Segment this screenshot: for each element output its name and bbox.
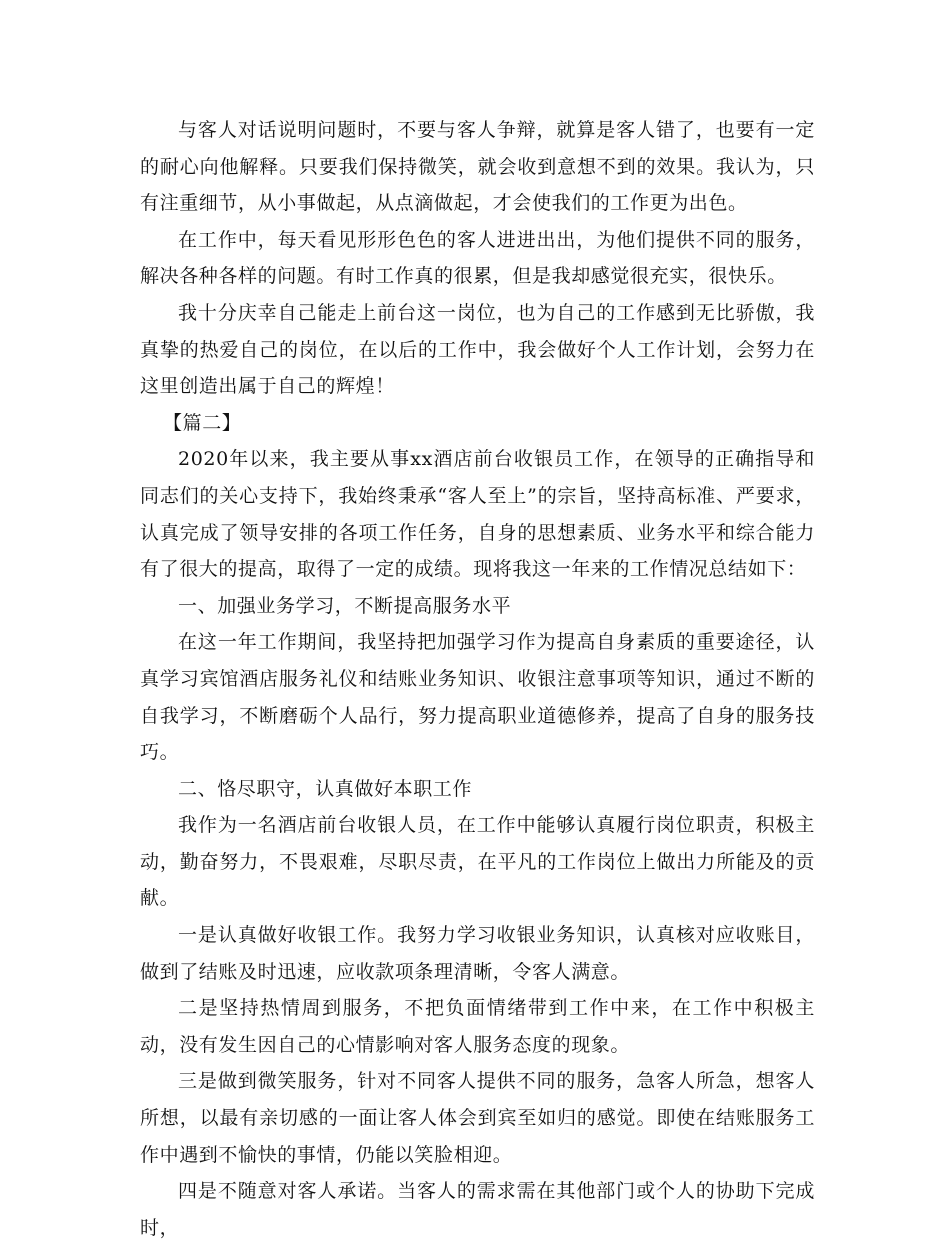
paragraph-point-two: 二是坚持热情周到服务，不把负面情绪带到工作中来，在工作中积极主动，没有发生因自己的心情影响对客人服务态度的现象。 [140, 997, 815, 1056]
paragraph-point-one: 一是认真做好收银工作。我努力学习收银业务知识，认真核对应收账目，做到了结账及时迅速，应收款项条理清晰，令客人满意。 [140, 924, 815, 983]
paragraph-daily-work: 在工作中，每天看见形形色色的客人进进出出，为他们提供不同的服务，解决各种各样的问题。有时工作真的很累，但是我却感觉很充实，很快乐。 [140, 228, 815, 288]
section-heading-part-two: 【篇二】 [163, 411, 242, 434]
paragraph-point-four: 四是不随意对客人承诺。当客人的需求需在其他部门或个人的协助下完成时， [140, 1180, 815, 1239]
paragraph-point-three: 三是做到微笑服务，针对不同客人提供不同的服务，急客人所急，想客人所想，以最有亲切感的一面让客人体会到宾至如归的感觉。即使在结账服务工作中遇到不愉快的事情，仍能以笑脸相迎。 [140, 1070, 815, 1166]
subheading-duty: 二、恪尽职守，认真做好本职工作 [178, 777, 473, 800]
document-body [140, 112, 815, 1246]
subheading-study: 一、加强业务学习，不断提高服务水平 [178, 594, 512, 617]
paragraph-intro-2020: 2020年以来，我主要从事xx酒店前台收银员工作，在领导的正确指导和同志们的关心支持下，我始终秉承“客人至上”的宗旨，坚持高标准、严要求，认真完成了领导安排的各项工作任务，自身的思想素质、业务水平和综合能力有了很大的提高，取得了一定的成绩。现将我这一年来的工作情况总结如下： [140, 448, 815, 581]
paragraph-pride: 我十分庆幸自己能走上前台这一岗位，也为自己的工作感到无比骄傲，我真挚的热爱自己的岗位，在以后的工作中，我会做好个人工作计划，会努力在这里创造出属于自己的辉煌！ [140, 301, 815, 398]
paragraph-duty: 我作为一名酒店前台收银人员，在工作中能够认真履行岗位职责，积极主动，勤奋努力，不畏艰难，尽职尽责，在平凡的工作岗位上做出力所能及的贡献。 [140, 814, 815, 910]
paragraph-study: 在这一年工作期间，我坚持把加强学习作为提高自身素质的重要途径，认真学习宾馆酒店服务礼仪和结账业务知识、收银注意事项等知识，通过不断的自我学习，不断磨砺个人品行，努力提高职业道德修养，提高了自身的服务技巧。 [140, 631, 815, 764]
paragraph-patience: 与客人对话说明问题时，不要与客人争辩，就算是客人错了，也要有一定的耐心向他解释。只要我们保持微笑，就会收到意想不到的效果。我认为，只有注重细节，从小事做起，从点滴做起，才会使我们的工作更为出色。 [140, 119, 815, 215]
